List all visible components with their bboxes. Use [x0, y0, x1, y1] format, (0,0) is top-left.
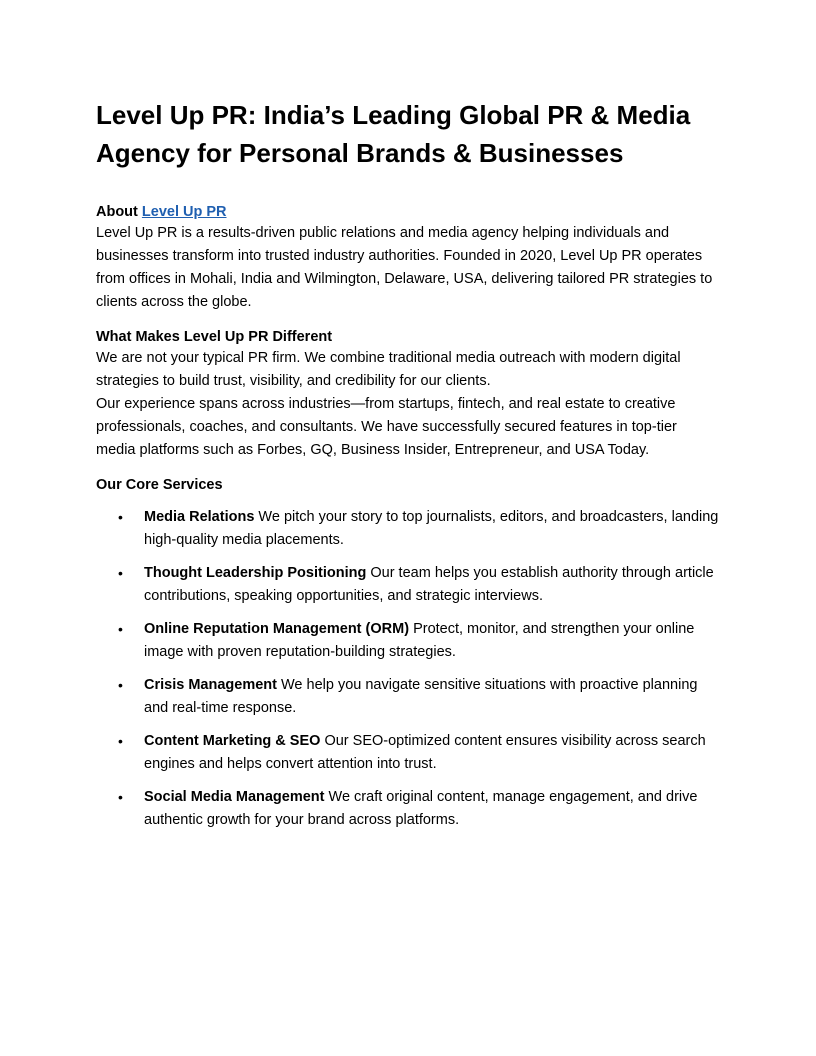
service-description: Our team helps you establish authority through article contributions, speaking opportunities, and strategic interviews.: [144, 565, 714, 604]
bullet-icon: •: [118, 677, 123, 693]
service-name: Crisis Management: [144, 677, 281, 693]
service-name: Content Marketing & SEO: [144, 733, 325, 749]
bullet-icon: •: [118, 509, 123, 525]
service-item-thought-leadership: [96, 562, 720, 608]
service-item-crisis-management: [96, 674, 720, 720]
page-title: Level Up PR: India’s Leading Global PR & Media Agency for Personal Brands & Businesses: [96, 100, 691, 168]
service-description: Our SEO-optimized content ensures visibility across search engines and helps convert attention into trust.: [144, 733, 706, 772]
about-label: About: [96, 204, 138, 220]
different-heading: What Makes Level Up PR Different: [96, 329, 333, 345]
about-heading: [96, 202, 720, 222]
service-description: Protect, monitor, and strengthen your online image with proven reputation-building strategies.: [144, 621, 695, 660]
different-paragraph-1: We are not your typical PR firm. We combine traditional media outreach with modern digital strategies to build trust, visibility, and credibility for our clients.: [96, 350, 681, 389]
bullet-icon: •: [118, 789, 123, 805]
service-name: Online Reputation Management (ORM): [144, 621, 414, 637]
service-item-content-marketing: [96, 730, 720, 776]
services-list: [96, 506, 720, 832]
level-up-pr-link[interactable]: Level Up PR: [141, 204, 227, 220]
bullet-icon: •: [118, 565, 123, 581]
service-name: Social Media Management: [144, 789, 329, 805]
different-paragraph-2: Our experience spans across industries—from startups, fintech, and real estate to creative professionals, coaches, and consultants. We have successfully secured features in top-tier media platforms such as Forbes, GQ, Business Insider, Entrepreneur, and USA Today.: [96, 396, 677, 458]
core-services-heading: Our Core Services: [96, 477, 223, 493]
service-item-social-media: [96, 786, 720, 832]
about-paragraph: Level Up PR is a results-driven public relations and media agency helping individuals and businesses transform into trusted industry authorities. Founded in 2020, Level Up PR operates from offices in Mohali, India and Wilmington, Delaware, USA, delivering tailored PR strategies to clients across the globe.: [96, 225, 713, 310]
bullet-icon: •: [118, 733, 123, 749]
service-description: We help you navigate sensitive situations with proactive planning and real-time response.: [144, 677, 698, 716]
service-description: We craft original content, manage engagement, and drive authentic growth for your brand across platforms.: [144, 789, 698, 828]
service-description: We pitch your story to top journalists, editors, and broadcasters, landing high-quality media placements.: [144, 509, 719, 548]
service-item-orm: [96, 618, 720, 664]
service-name: Media Relations: [144, 509, 259, 525]
service-name: Thought Leadership Positioning: [144, 565, 371, 581]
bullet-icon: •: [118, 621, 123, 637]
service-item-media-relations: [96, 506, 720, 552]
